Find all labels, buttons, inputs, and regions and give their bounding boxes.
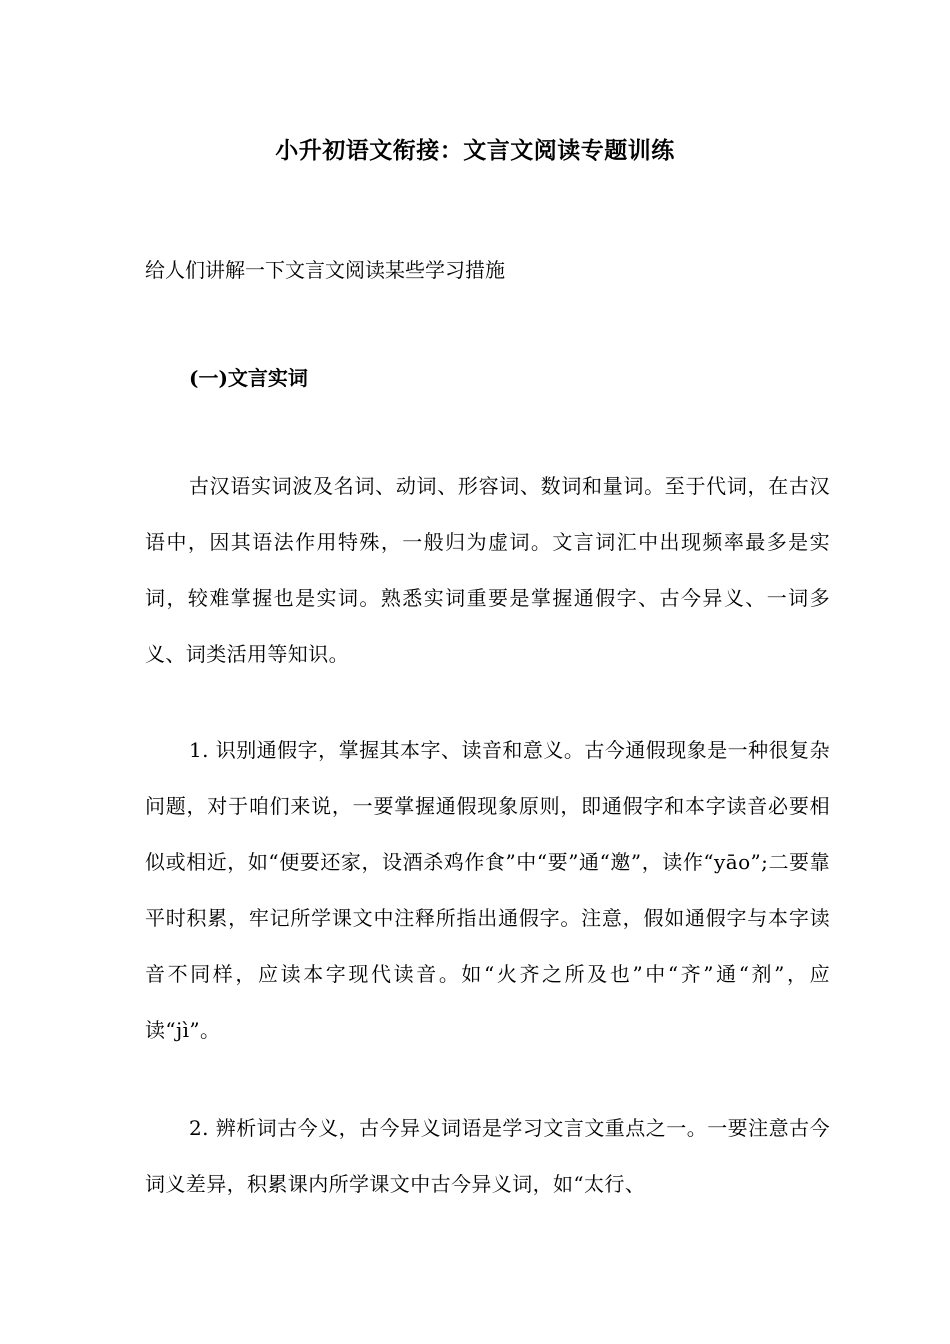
paragraph-ancient-modern-meaning: 2. 辨析词古今义，古今异义词语是学习文言文重点之一。一要注意古今词义差异，积累课内所学课文中古今异义词，如“太行、	[145, 1116, 830, 1196]
paragraph-notional-words: 古汉语实词波及名词、动词、形容词、数词和量词。至于代词，在古汉语中，因其语法作用特殊，一般归为虚词。文言词汇中出现频率最多是实词，较难掌握也是实词。熟悉实词重要是掌握通假字、古今异义、一词多义、词类活用等知识。	[145, 474, 830, 666]
document-title: 小升初语文衔接：文言文阅读专题训练	[275, 137, 675, 164]
paragraph-tongjia-characters: 1. 识别通假字，掌握其本字、读音和意义。古今通假现象是一种很复杂问题，对于咱们来说，一要掌握通假现象原则，即通假字和本字读音必要相似或相近，如“便要还家，设酒杀鸡作食”中“要”通“邀”，读作“yāo”;二要靠平时积累，牢记所学课文中注释所指出通假字。注意，假如通假字与本字读音不同样，应读本字现代读音。如“火齐之所及也”中“齐”通“剂”，应读“jì”。	[145, 738, 830, 1042]
intro-line: 给人们讲解一下文言文阅读某些学习措施	[145, 258, 505, 282]
section-heading: (一)文言实词	[189, 366, 308, 390]
